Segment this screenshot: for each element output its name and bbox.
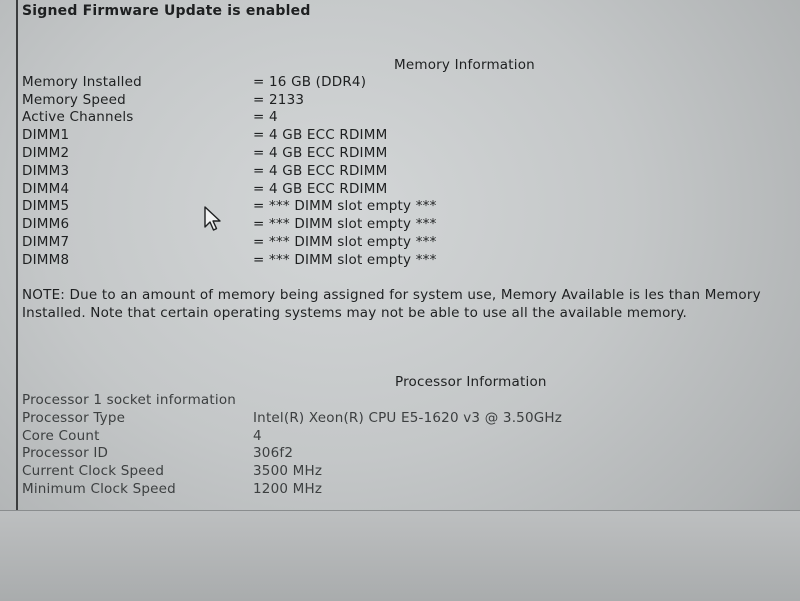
processor-row-value: 1200 MHz <box>253 481 323 497</box>
memory-row-label: Memory Speed <box>22 92 126 108</box>
memory-row-label: Active Channels <box>22 109 134 125</box>
memory-row-label: DIMM7 <box>22 234 70 250</box>
memory-row-label: DIMM3 <box>22 163 70 179</box>
processor-row-value: 3500 MHz <box>253 463 323 479</box>
firmware-update-banner: Signed Firmware Update is enabled <box>22 3 311 19</box>
memory-row-value: = *** DIMM slot empty *** <box>253 234 437 250</box>
processor-socket-heading: Processor 1 socket information <box>22 392 237 408</box>
processor-row-value: 306f2 <box>253 445 294 461</box>
processor-row-value: 4 <box>253 428 262 444</box>
monitor-bottom-frame <box>0 510 800 601</box>
memory-note: NOTE: Due to an amount of memory being assigned for system use, Memory Available is les than Memory Installed. Note that certain operating systems may not be able to use all the available memory. <box>22 287 761 321</box>
memory-row-label: Memory Installed <box>22 74 142 90</box>
processor-row-label: Processor Type <box>22 410 126 426</box>
memory-row-value: = 4 GB ECC RDIMM <box>253 163 388 179</box>
processor-row-label: Current Clock Speed <box>22 463 165 479</box>
processor-row-label: Minimum Clock Speed <box>22 481 176 497</box>
processor-row-label: Core Count <box>22 428 100 444</box>
memory-row-label: DIMM5 <box>22 198 70 214</box>
memory-row-value: = 16 GB (DDR4) <box>253 74 367 90</box>
memory-row-label: DIMM1 <box>22 127 70 143</box>
memory-row-value: = 4 GB ECC RDIMM <box>253 181 388 197</box>
memory-row-label: DIMM6 <box>22 216 70 232</box>
memory-row-value: = 4 <box>253 109 278 125</box>
memory-row-value: = 4 GB ECC RDIMM <box>253 145 388 161</box>
processor-row-value: Intel(R) Xeon(R) CPU E5-1620 v3 @ 3.50GHz <box>253 410 563 426</box>
memory-row-label: DIMM4 <box>22 181 70 197</box>
memory-row-label: DIMM2 <box>22 145 70 161</box>
memory-row-value: = *** DIMM slot empty *** <box>253 216 437 232</box>
memory-row-value: = *** DIMM slot empty *** <box>253 252 437 268</box>
processor-section-title: Processor Information <box>395 374 547 390</box>
memory-section-title: Memory Information <box>394 57 535 73</box>
processor-row-label: Processor ID <box>22 445 109 461</box>
panel-left-border <box>16 0 18 510</box>
memory-row-label: DIMM8 <box>22 252 70 268</box>
mouse-pointer-icon <box>204 206 222 232</box>
memory-row-value: = *** DIMM slot empty *** <box>253 198 437 214</box>
memory-row-value: = 2133 <box>253 92 305 108</box>
memory-row-value: = 4 GB ECC RDIMM <box>253 127 388 143</box>
